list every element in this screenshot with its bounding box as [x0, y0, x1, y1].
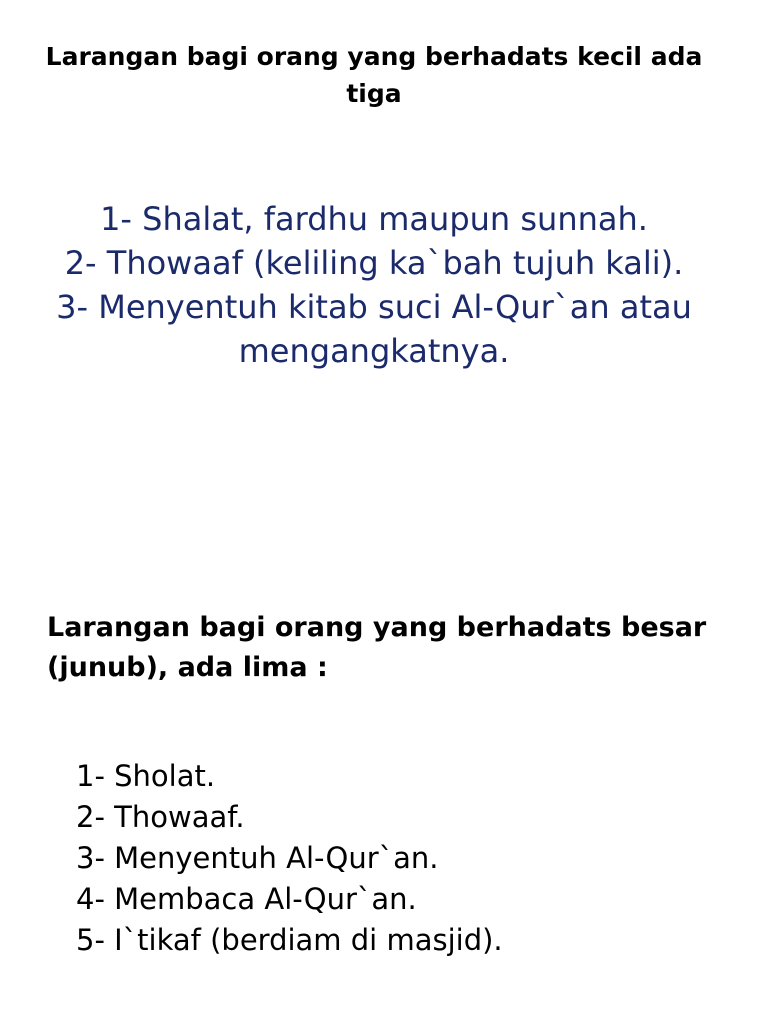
list-item: 1- Sholat.	[76, 759, 216, 793]
slide-title-hadats-kecil: Larangan bagi orang yang berhadats kecil ada tiga	[45, 42, 703, 108]
list-larangan-kecil	[40, 197, 708, 373]
list-item: 2- Thowaaf (keliling ka`bah tujuh kali).	[64, 244, 684, 282]
slide-hadats-besar	[0, 512, 768, 1024]
list-item: 3- Menyentuh Al-Qur`an.	[76, 841, 439, 875]
list-item: 4- Membaca Al-Qur`an.	[76, 882, 417, 916]
slide-title-hadats-besar: Larangan bagi orang yang berhadats besar (junub), ada lima :	[47, 612, 707, 683]
list-item: 3- Menyentuh kitab suci Al-Qur`an atau mengangkatnya.	[56, 288, 692, 370]
list-item: 5- I`tikaf (berdiam di masjid).	[76, 923, 503, 957]
list-larangan-besar	[76, 756, 736, 961]
list-item: 2- Thowaaf.	[76, 800, 245, 834]
list-item: 1- Shalat, fardhu maupun sunnah.	[100, 200, 648, 238]
